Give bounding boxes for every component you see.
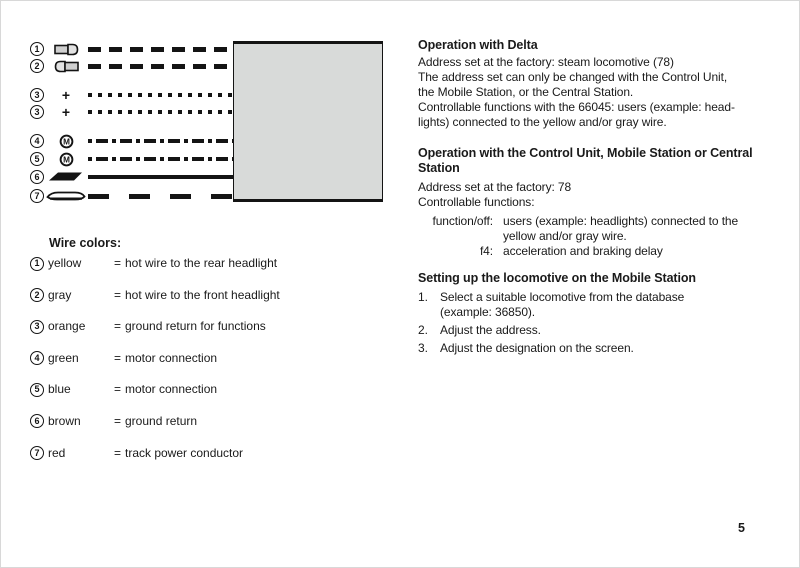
legend-row	[30, 256, 400, 288]
list-text: Adjust the designation on the screen.	[440, 341, 634, 355]
text-line: (example: 36850).	[440, 305, 536, 319]
text-line: Address set at the factory: steam locomotive (78)	[418, 55, 674, 69]
svg-text:M: M	[62, 154, 70, 164]
instructions-column	[418, 38, 770, 356]
svg-text:M: M	[62, 136, 70, 146]
diagram-row-2	[30, 58, 233, 74]
wire-number-badge: 6	[30, 414, 44, 428]
page-number: 5	[738, 521, 745, 535]
function-label: f4:	[479, 244, 493, 258]
plus-icon: +	[61, 104, 71, 120]
wire-color-name: yellow	[48, 256, 82, 270]
wire-color-name: gray	[48, 287, 72, 302]
heading-line: Operation with the Control Unit, Mobile Station or Central	[418, 146, 753, 160]
section-heading: Operation with Delta	[418, 38, 538, 52]
wire-line-yellow	[88, 47, 233, 52]
equals-sign: =	[114, 413, 122, 428]
wire-color-legend	[30, 236, 400, 477]
equals-sign: =	[114, 256, 122, 270]
diagram-row-4	[30, 104, 233, 120]
text-line: users (example: headlights) connected to the	[503, 214, 739, 228]
list-number: 2.	[418, 323, 428, 337]
list-text	[440, 290, 770, 320]
wire-number-badge: 1	[30, 42, 44, 56]
wiring-diagram	[0, 0, 400, 225]
section-operation-delta	[418, 38, 770, 130]
wire-number-badge: 3	[30, 105, 44, 119]
function-label: function/off:	[432, 214, 493, 228]
list-item	[418, 290, 770, 320]
wire-number-badge: 3	[30, 320, 44, 334]
section-operation-control-unit	[418, 146, 770, 259]
text-line: Address set at the factory: 78	[418, 180, 572, 194]
text-line: Controllable functions with the 66045: users (example: head-	[418, 100, 735, 114]
wire-number-badge: 2	[30, 288, 44, 302]
list-number: 1.	[418, 290, 428, 304]
wire-description: track power conductor	[125, 445, 244, 460]
wire-number-badge: 7	[30, 446, 44, 460]
wire-number-badge: 3	[30, 88, 44, 102]
function-row	[418, 214, 770, 244]
motor-icon	[44, 134, 88, 149]
function-description	[503, 214, 770, 244]
equals-sign: =	[114, 382, 122, 397]
text-line: yellow and/or gray wire.	[503, 229, 627, 243]
wire-number-badge: 7	[30, 189, 44, 203]
legend-row	[30, 446, 400, 478]
diagram-row-3	[30, 87, 233, 103]
text-line: The address set can only be changed with the Control Unit,	[418, 70, 728, 84]
wire-number-badge: 2	[30, 59, 44, 73]
legend-row	[30, 288, 400, 320]
text-line: Select a suitable locomotive from the database	[440, 290, 685, 304]
wire-description: ground return for functions	[125, 319, 266, 334]
wire-description: ground return	[125, 413, 198, 428]
wire-number-badge: 4	[30, 351, 44, 365]
motor-icon	[44, 152, 88, 167]
wire-line-green	[88, 139, 233, 143]
wire-line-orange	[88, 110, 233, 114]
diagram-row-7	[30, 169, 233, 185]
decoder-box	[233, 41, 383, 202]
legend-row	[30, 351, 400, 383]
wire-line-blue	[88, 157, 233, 161]
wire-description: motor connection	[125, 382, 218, 397]
text-line: lights) connected to the yellow and/or gray wire.	[418, 115, 667, 129]
legend-row	[30, 414, 400, 446]
function-description: acceleration and braking delay	[503, 244, 663, 258]
ground-contact-icon	[44, 172, 88, 182]
function-row	[418, 244, 770, 259]
wire-number-badge: 5	[30, 152, 44, 166]
pickup-shoe-icon	[44, 190, 88, 202]
function-list	[418, 214, 770, 259]
wire-color-name: red	[48, 445, 66, 460]
heading-line: Station	[418, 161, 460, 175]
wire-line-orange	[88, 93, 233, 97]
wire-description: hot wire to the front headlight	[125, 287, 280, 302]
headlight-lamp-left-icon	[44, 60, 88, 73]
diagram-row-6	[30, 151, 233, 167]
legend-title: Wire colors:	[49, 236, 122, 250]
diagram-row-8	[30, 188, 233, 204]
wire-description: motor connection	[125, 350, 218, 365]
wire-number-badge: 5	[30, 383, 44, 397]
wire-number-badge: 6	[30, 170, 44, 184]
wire-color-name: orange	[48, 319, 86, 334]
diagram-row-1	[30, 41, 233, 57]
wire-color-name: blue	[48, 382, 71, 397]
diagram-row-5	[30, 133, 233, 149]
wire-number-badge: 1	[30, 257, 44, 271]
list-number: 3.	[418, 341, 428, 355]
wire-number-badge: 4	[30, 134, 44, 148]
list-item	[418, 323, 770, 338]
legend-row	[30, 382, 400, 414]
headlight-lamp-right-icon	[44, 43, 88, 56]
plus-icon: +	[61, 87, 71, 103]
wire-color-name: brown	[48, 413, 81, 428]
text-line: the Mobile Station, or the Central Station.	[418, 85, 634, 99]
wire-line-brown	[88, 175, 233, 179]
legend-row	[30, 319, 400, 351]
wire-color-name: green	[48, 350, 79, 365]
equals-sign: =	[114, 287, 122, 302]
equals-sign: =	[114, 319, 122, 334]
section-heading	[418, 146, 770, 176]
wire-line-gray	[88, 64, 233, 69]
section-heading: Setting up the locomotive on the Mobile Station	[418, 271, 696, 285]
list-text: Adjust the address.	[440, 323, 541, 337]
text-line: Controllable functions:	[418, 195, 535, 209]
equals-sign: =	[114, 445, 122, 460]
list-item	[418, 341, 770, 356]
wire-description: hot wire to the rear headlight	[125, 256, 278, 270]
wire-line-red	[88, 194, 233, 199]
equals-sign: =	[114, 350, 122, 365]
section-setup-mobile-station	[418, 271, 770, 356]
